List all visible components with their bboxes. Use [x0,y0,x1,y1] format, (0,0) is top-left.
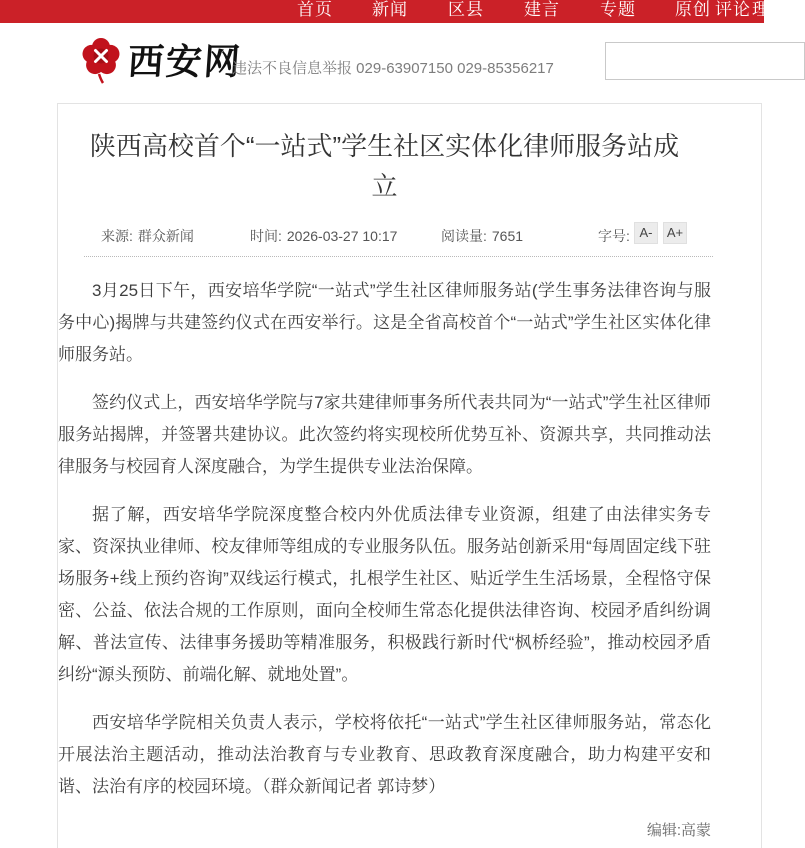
meta-separator [84,256,713,257]
meta-views [441,226,523,246]
article-title: 陕西高校首个“一站式”学生社区实体化律师服务站成立 [89,131,680,201]
nav-item-districts[interactable]: 区县 [448,0,484,19]
editor-credit: 编辑:高蒙 [646,822,711,839]
nav-item-theory[interactable]: 理论 [752,0,788,19]
meta-fontsize-label: 字号: [598,228,630,244]
meta-time [250,226,397,246]
meta-source [101,226,194,246]
search-input[interactable] [605,42,805,80]
meta-source-value: 群众新闻 [137,228,194,244]
font-larger-button[interactable]: A+ [663,222,687,244]
font-smaller-button[interactable]: A- [634,222,658,244]
site-logo[interactable] [80,34,242,85]
article-body [58,275,711,803]
article-meta-row [58,222,711,248]
meta-time-value: 2026-03-27 10:17 [286,228,398,244]
meta-views-label: 阅读量: [441,228,487,244]
article-paragraph: 西安培华学院相关负责人表示，学校将依托“一站式”学生社区律师服务站，常态化开展法治主题活动，推动法治教育与专业教育、思政教育深度融合，助力构建平安和谐、法治有序的校园环境。（群众新闻记者 郭诗梦） [58,713,711,796]
nav-item-original[interactable]: 原创 [675,0,711,19]
meta-source-label: 来源: [101,228,133,244]
nav-item-suggest[interactable]: 建言 [524,0,560,19]
article-card [57,103,762,848]
report-hotline-text: 违法不良信息举报 029-63907150 029-85356217 [232,60,554,77]
nav-item-home[interactable]: 首页 [297,0,333,19]
flower-logo-icon [80,36,122,84]
article-paragraph: 3月25日下午，西安培华学院“一站式”学生社区律师服务站(学生事务法律咨询与服务中心)揭牌与共建签约仪式在西安举行。这是全省高校首个“一站式”学生社区实体化律师服务站。 [58,281,711,364]
site-name: 西安网 [126,42,244,83]
site-header [0,23,764,98]
article-paragraph: 据了解，西安培华学院深度整合校内外优质法律专业资源，组建了由法律实务专家、资深执业律师、校友律师等组成的专业服务队伍。服务站创新采用“每周固定线下驻场服务+线上预约咨询”双线运行模式，扎根学生社区、贴近学生生活场景，全程恪守保密、公益、依法合规的工作原则，面向全校师生常态化提供法律咨询、校园矛盾纠纷调解、普法宣传、法律事务援助等精准服务，积极践行新时代“枫桥经验”，推动校园矛盾纠纷“源头预防、前端化解、就地处置”。 [58,505,711,684]
article-paragraph: 签约仪式上，西安培华学院与7家共建律师事务所代表共同为“一站式”学生社区律师服务站揭牌，并签署共建协议。此次签约将实现校所优势互补、资源共享，共同推动法律服务与校园育人深度融合，为学生提供专业法治保障。 [58,393,711,476]
nav-item-news[interactable]: 新闻 [372,0,408,19]
meta-time-label: 时间: [250,228,282,244]
nav-item-special[interactable]: 专题 [600,0,636,19]
top-nav-bar [0,0,788,23]
meta-views-value: 7651 [491,228,524,244]
nav-item-comment[interactable]: 评论 [715,0,751,19]
